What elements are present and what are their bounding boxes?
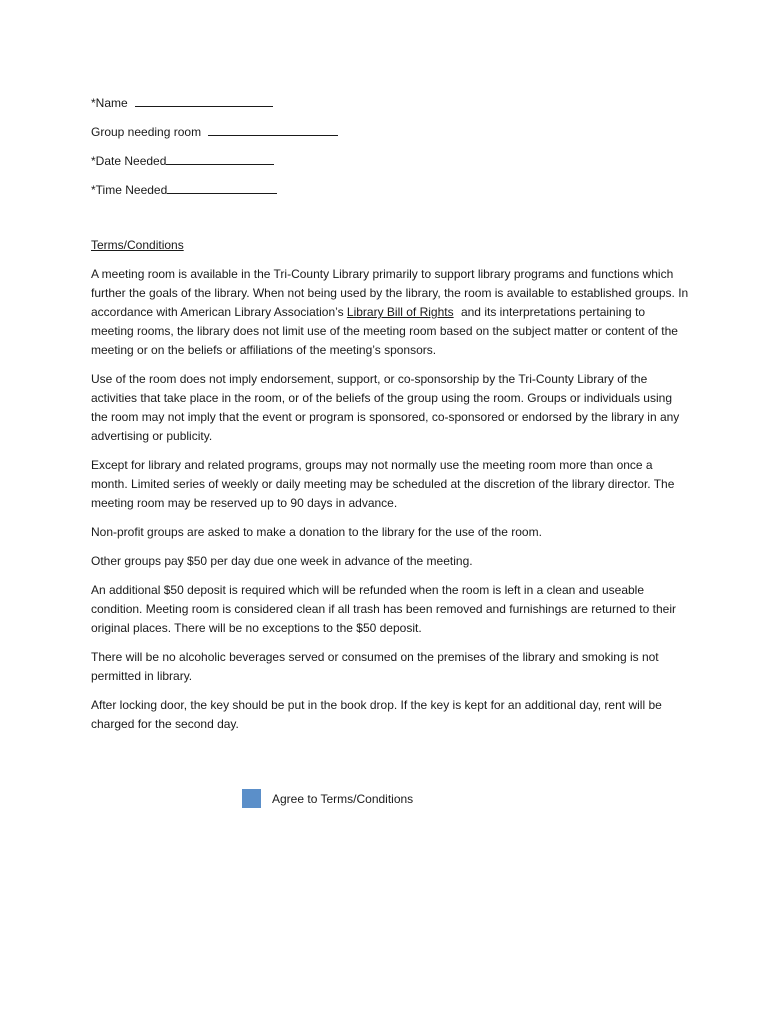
agree-row <box>242 789 413 808</box>
terms-paragraph-4: Non-profit groups are asked to make a donation to the library for the use of the room. <box>91 525 542 539</box>
terms-p1-text-after: and its interpretations pertaining to meeting rooms, the library does not limit use of the meeting room based on the subject matter or content of the meeting or on the beliefs or affiliations of the meeting’s sponsors. <box>91 305 678 357</box>
terms-paragraph-2: Use of the room does not imply endorsement, support, or co-sponsorship by the Tri-County Library of the activities that take place in the room, or of the beliefs of the group using the room. Groups or individuals using the room may not imply that the event or program is sponsored, co-sponsored or endorsed by the library in any advertising or publicity. <box>91 372 680 443</box>
terms-paragraph-8: After locking door, the key should be put in the book drop. If the key is kept for an additional day, rent will be charged for the second day. <box>91 698 662 731</box>
group-input-line[interactable] <box>208 121 338 136</box>
name-input-line[interactable] <box>135 92 273 107</box>
group-field-row <box>91 121 691 140</box>
group-label: Group needing room <box>91 125 202 139</box>
agree-checkbox[interactable] <box>242 789 261 808</box>
time-field-row <box>91 179 691 198</box>
terms-paragraph-7: There will be no alcoholic beverages served or consumed on the premises of the library and smoking is not permitted in library. <box>91 650 659 683</box>
date-label: *Date Needed <box>91 154 167 168</box>
agree-label: Agree to Terms/Conditions <box>272 791 414 806</box>
library-bill-of-rights-link[interactable]: Library Bill of Rights <box>346 305 454 319</box>
date-field-row <box>91 150 691 169</box>
time-label: *Time Needed <box>91 183 168 197</box>
terms-heading: Terms/Conditions <box>91 238 184 252</box>
terms-p1-text-before: A meeting room is available in the Tri-County Library primarily to support library programs and functions which further the goals of the library. When not being used by the library, the room is available to established groups. In accordance with American Library Association’s <box>91 267 689 319</box>
terms-paragraph-5: Other groups pay $50 per day due one week in advance of the meeting. <box>91 554 473 568</box>
time-input-line[interactable] <box>167 179 277 194</box>
terms-paragraph-1 <box>91 265 691 360</box>
name-label: *Name <box>91 96 128 110</box>
terms-paragraph-3: Except for library and related programs, groups may not normally use the meeting room more than once a month. Limited series of weekly or daily meeting may be scheduled at the discretion of the library director. The meeting room may be reserved up to 90 days in advance. <box>91 458 675 510</box>
terms-paragraph-6: An additional $50 deposit is required which will be refunded when the room is left in a clean and useable condition. Meeting room is considered clean if all trash has been removed and furnishings are returned to their original places. There will be no exceptions to the $50 deposit. <box>91 583 676 635</box>
meeting-room-form <box>91 92 691 744</box>
date-input-line[interactable] <box>166 150 274 165</box>
name-field-row <box>91 92 691 111</box>
